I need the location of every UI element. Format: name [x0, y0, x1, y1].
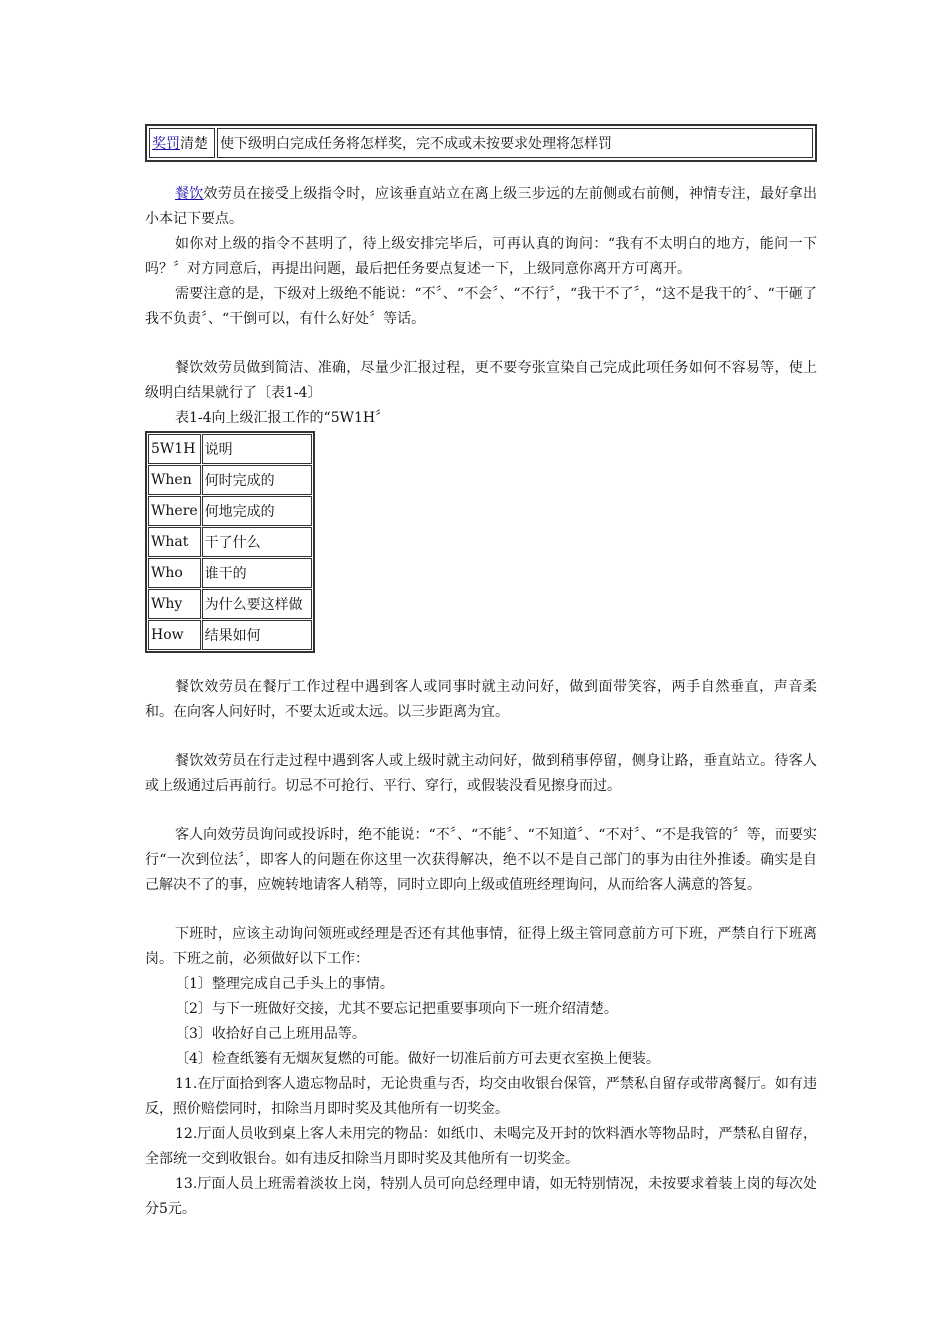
table-row	[148, 620, 312, 650]
table-cell: Why	[148, 589, 201, 619]
table-row	[148, 527, 312, 557]
rule-12: 12.厅面人员收到桌上客人未用完的物品：如纸巾、未喝完及开封的饮料酒水等物品时，严禁私自留存，全部统一交到收银台。如有违反扣除当月即时奖及其他所有一切奖金。	[145, 1126, 817, 1167]
list-item: 〔2〕与下一班做好交接，尤其不要忘记把重要事项向下一班介绍清楚。	[175, 1001, 618, 1017]
paragraph: 需要注意的是，下级对上级绝不能说：“不〞、“不会〞、“不行〞，“我干不了〞，“这不是我干的〞、“干砸了我不负责〞、“干倒可以，有什么好处〞等话。	[145, 286, 817, 327]
table-cell: 说明	[202, 434, 312, 464]
paragraph: 餐饮效劳员做到简洁、准确，尽量少汇报过程，更不要夸张宣染自己完成此项任务如何不容易等，使上级明白结果就行了〔表1-4〕	[145, 360, 817, 401]
table-cell: 5W1H	[148, 434, 201, 464]
table-cell: 何时完成的	[202, 465, 312, 495]
table-row	[148, 434, 312, 464]
reward-penalty-link[interactable]: 奖罚	[152, 136, 180, 152]
rule-11: 11.在厅面拾到客人遗忘物品时，无论贵重与否，均交由收银台保管，严禁私自留存或带离餐厅。如有违反，照价赔偿同时，扣除当月即时奖及其他所有一切奖金。	[145, 1076, 817, 1117]
5w1h-table	[145, 431, 315, 653]
paragraph: 如你对上级的指令不甚明了，待上级安排完毕后，可再认真的询问：“我有不太明白的地方，能问一下吗？〞对方同意后，再提出问题，最后把任务要点复述一下，上级同意你离开方可离开。	[145, 236, 817, 277]
paragraph: 餐饮效劳员在行走过程中遇到客人或上级时就主动问好，做到稍事停留，侧身让路，垂直站立。待客人或上级通过后再前行。切忌不可抢行、平行、穿行，或假装没看见擦身而过。	[145, 753, 817, 794]
table-row	[149, 128, 813, 158]
table-cell: What	[148, 527, 201, 557]
table-caption: 表1-4向上级汇报工作的“5W1H〞	[175, 410, 390, 426]
table-cell: Who	[148, 558, 201, 588]
table-cell-label	[149, 128, 215, 158]
table-row	[148, 496, 312, 526]
table-cell: Where	[148, 496, 201, 526]
table-cell: How	[148, 620, 201, 650]
table-cell: 何地完成的	[202, 496, 312, 526]
reward-penalty-table	[145, 124, 817, 162]
table-row	[148, 589, 312, 619]
table-cell: 干了什么	[202, 527, 312, 557]
document-content	[145, 124, 817, 1222]
table-cell: When	[148, 465, 201, 495]
table-cell: 谁干的	[202, 558, 312, 588]
paragraph: 客人向效劳员询问或投诉时，绝不能说：“不〞、“不能〞、“不知道〞、“不对〞、“不是我管的〞等，而要实行“一次到位法〞，即客人的问题在你这里一次获得解决，绝不以不是自己部门的事为由往外推诿。确实是自己解决不了的事，应婉转地请客人稍等，同时立即向上级或值班经理询问，从而给客人满意的答复。	[145, 827, 817, 893]
table-row	[148, 558, 312, 588]
paragraph-text: 效劳员在接受上级指令时，应该垂直站立在离上级三步远的左前侧或右前侧，神情专注，最好拿出小本记下要点。	[145, 186, 817, 227]
list-item: 〔1〕整理完成自己手头上的事情。	[175, 976, 394, 992]
table-row	[148, 465, 312, 495]
rule-13: 13.厅面人员上班需着淡妆上岗，特别人员可向总经理申请，如无特别情况，未按要求着装上岗的每次处分5元。	[145, 1176, 817, 1217]
table-cell-desc: 使下级明白完成任务将怎样奖，完不成或未按要求处理将怎样罚	[217, 128, 813, 158]
paragraph: 餐饮效劳员在餐厅工作过程中遇到客人或同事时就主动问好，做到面带笑容，两手自然垂直，声音柔和。在向客人问好时，不要太近或太远。以三步距离为宜。	[145, 679, 817, 720]
list-item: 〔4〕检查纸篓有无烟灰复燃的可能。做好一切准后前方可去更衣室换上便装。	[175, 1051, 660, 1067]
paragraph: 下班时，应该主动询问领班或经理是否还有其他事情，征得上级主管同意前方可下班，严禁自行下班离岗。下班之前，必须做好以下工作：	[145, 926, 817, 967]
table-cell: 为什么要这样做	[202, 589, 312, 619]
catering-link[interactable]: 餐饮	[175, 186, 204, 202]
label-rest: 清楚	[180, 136, 208, 152]
table-cell: 结果如何	[202, 620, 312, 650]
paragraph	[145, 182, 817, 232]
list-item: 〔3〕收拾好自己上班用品等。	[175, 1026, 366, 1042]
